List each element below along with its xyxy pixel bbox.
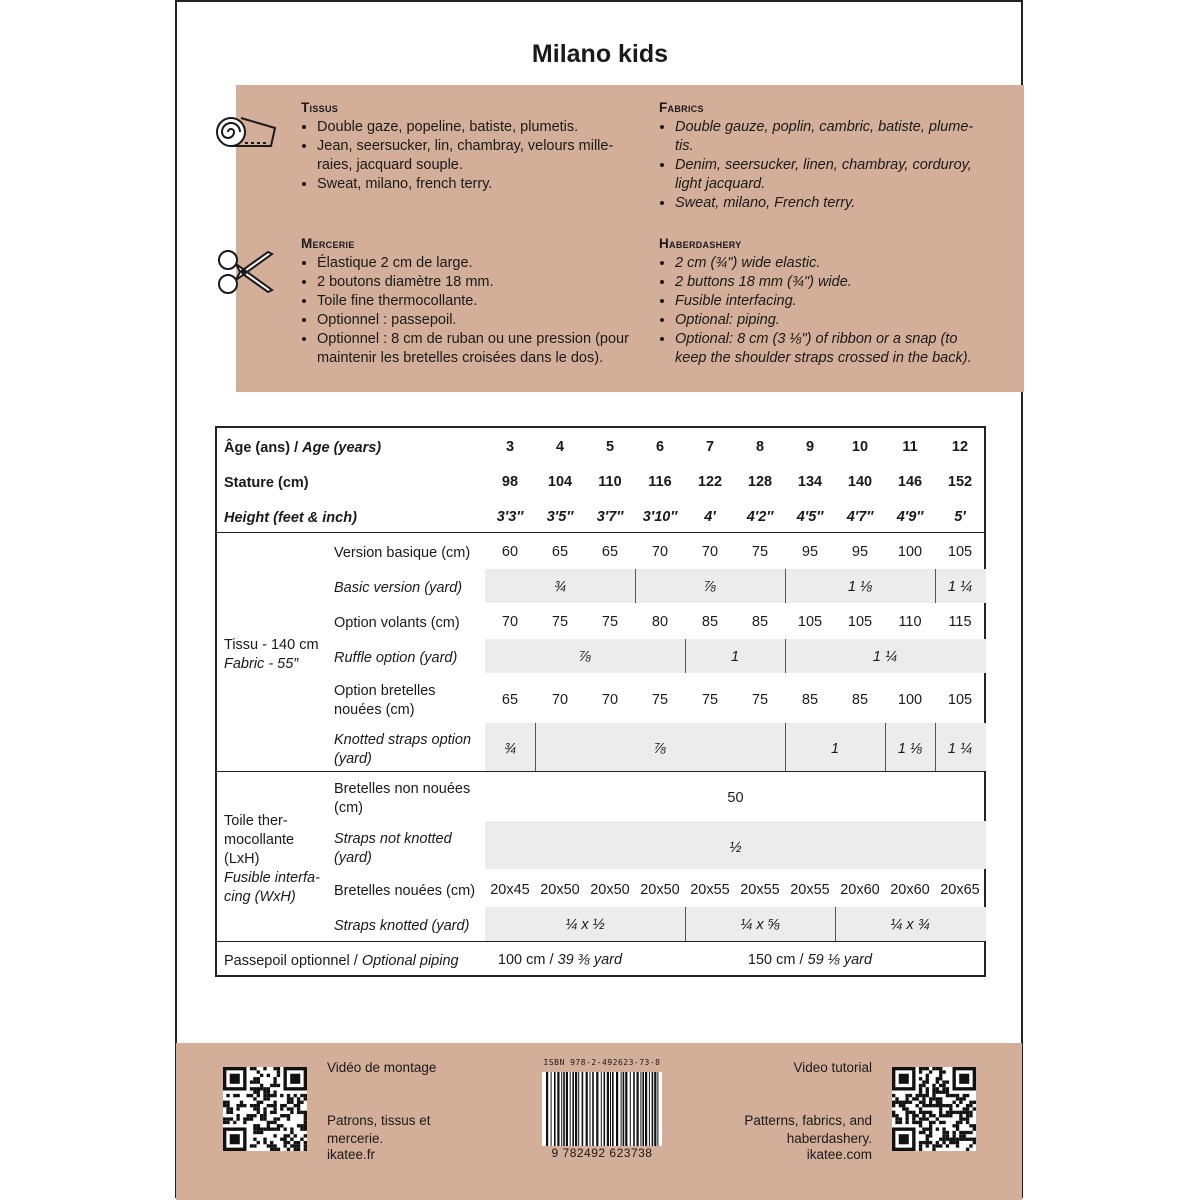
table-cell: 105	[847, 614, 873, 630]
table-cell: 3′10″	[642, 509, 678, 525]
piping-value-a: 100 cm / 39 ⅜ yard	[497, 952, 623, 968]
table-cell: 95	[801, 544, 819, 560]
table-cell: 65	[501, 692, 519, 708]
interfacing-label-fr: Toile ther-mocollante (LxH)	[224, 813, 295, 867]
knotted-cm-label: Bretelles nouées (cm)	[334, 883, 476, 899]
height-label: Height (feet & inch)	[224, 510, 357, 526]
table-cell: 65	[551, 544, 569, 560]
table-cell: 70	[701, 544, 719, 560]
list-item: • Optionnel : 8 cm de ruban ou une pression (pour maintenir les bretelles croisées dans le dos).	[317, 330, 631, 368]
list-item: • Double gaze, popeline, batiste, plumetis.	[317, 118, 631, 137]
page-title: Milano kids	[531, 40, 669, 68]
table-cell: 70	[651, 544, 669, 560]
table-cell: 6	[655, 439, 665, 455]
table-cell: 100	[897, 544, 923, 560]
table-cell: 3′3″	[496, 509, 524, 525]
table-cell: 20x55	[790, 882, 830, 898]
list-item: • Double gauze, poplin, cambric, batiste, plume-tis.	[675, 118, 989, 156]
site-en-link[interactable]: ikatee.com	[806, 1147, 872, 1162]
list-item: • Optional: piping.	[675, 311, 989, 330]
stature-label: Stature (cm)	[224, 475, 309, 491]
fabrics-en-heading: Fabrics	[659, 100, 704, 115]
table-cell: 12	[951, 439, 969, 455]
knot-yd-label: Knotted straps option (yard)	[334, 732, 472, 767]
table-cell: 4	[555, 439, 565, 455]
table-cell: 98	[501, 474, 519, 490]
fabric-label-fr: Tissu - 140 cm	[224, 637, 319, 653]
list-item: • 2 buttons 18 mm (¾") wide.	[675, 273, 989, 292]
barcode-icon	[542, 1072, 662, 1146]
table-cell: 116	[648, 474, 672, 490]
table-cell: 20x50	[590, 882, 630, 898]
knotted-yd-label: Straps knotted (yard)	[334, 918, 470, 934]
table-cell: 1 ¼	[947, 579, 973, 595]
table-cell: 20x45	[490, 882, 530, 898]
table-cell: 75	[751, 544, 769, 560]
size-chart-table	[215, 426, 986, 977]
list-item: • Optionnel : passepoil.	[317, 311, 631, 330]
table-cell: 85	[801, 692, 819, 708]
table-cell: ¼ x ⅝	[740, 917, 780, 933]
table-cell: 20x55	[690, 882, 730, 898]
table-cell: 4′7″	[846, 509, 874, 525]
table-cell: 110	[898, 614, 922, 630]
table-cell: ¼ x ½	[565, 917, 605, 933]
table-cell: 8	[755, 439, 765, 455]
table-cell: ¾	[553, 579, 567, 595]
shop-fr-label: Patrons, tissus et mercerie.	[327, 1113, 431, 1146]
list-item: • 2 cm (¾") wide elastic.	[675, 254, 989, 273]
basic-yd-label: Basic version (yard)	[334, 580, 463, 596]
table-cell: 60	[501, 544, 519, 560]
knot-cm-label: Option bretelles nouées (cm)	[334, 683, 436, 718]
notknot-yd-label: Straps not knotted (yard)	[334, 831, 452, 866]
table-cell: 146	[897, 474, 923, 490]
shop-en-label: Patterns, fabrics, and haberdashery.	[744, 1113, 872, 1146]
divider	[217, 771, 984, 772]
video-fr-label: Vidéo de montage	[327, 1060, 437, 1075]
table-cell: 4′9″	[896, 509, 924, 525]
table-cell: 4′2″	[746, 509, 774, 525]
table-cell: 75	[551, 614, 569, 630]
table-cell: ¾	[503, 741, 517, 757]
table-cell: 140	[847, 474, 873, 490]
list-item: • Fusible interfacing.	[675, 292, 989, 311]
ruffle-cm-label: Option volants (cm)	[334, 615, 460, 631]
table-cell: 95	[851, 544, 869, 560]
piping-label: Passepoil optionnel / Optional piping	[224, 953, 459, 969]
table-cell: 3′5″	[546, 509, 574, 525]
table-cell: ½	[729, 840, 742, 856]
table-cell: 4′5″	[796, 509, 824, 525]
table-cell: ⅞	[703, 579, 717, 595]
table-cell: 75	[651, 692, 669, 708]
table-cell: 134	[797, 474, 823, 490]
table-cell: 65	[601, 544, 619, 560]
table-cell: 122	[697, 474, 723, 490]
list-item: • Jean, seersucker, lin, chambray, velours mille-raies, jacquard souple.	[317, 137, 631, 175]
table-cell: 85	[701, 614, 719, 630]
table-cell: 4′	[704, 509, 716, 525]
list-item: • Sweat, milano, French terry.	[675, 194, 989, 213]
basic-cm-label: Version basique (cm)	[334, 545, 471, 561]
isbn-label: ISBN 978-2-492623-73-8	[543, 1058, 661, 1067]
table-cell: 115	[948, 614, 972, 630]
table-cell: 105	[797, 614, 823, 630]
table-cell: 20x65	[940, 882, 980, 898]
table-cell: 7	[705, 439, 715, 455]
table-cell: 70	[501, 614, 519, 630]
fabrics-fr-heading: Tissus	[301, 100, 339, 115]
table-cell: 5′	[954, 509, 966, 525]
table-cell: 1 ⅛	[897, 741, 923, 757]
table-cell: 1	[730, 649, 740, 665]
table-cell: ¼ x ¾	[890, 917, 930, 933]
site-fr-link[interactable]: ikatee.fr	[327, 1147, 376, 1162]
qr-code-icon	[223, 1067, 307, 1151]
qr-code-icon	[892, 1067, 976, 1151]
table-cell: 10	[851, 439, 869, 455]
table-cell: 3	[505, 439, 515, 455]
table-cell: 1 ¼	[947, 741, 973, 757]
list-item: • Denim, seersucker, linen, chambray, corduroy, light jacquard.	[675, 156, 989, 194]
table-cell: 104	[547, 474, 573, 490]
table-cell: 105	[947, 544, 973, 560]
table-cell: 1	[830, 741, 840, 757]
table-cell: ⅞	[578, 649, 592, 665]
table-cell: 75	[751, 692, 769, 708]
table-cell: 85	[751, 614, 769, 630]
list-item: • Sweat, milano, french terry.	[317, 175, 631, 194]
table-cell: 1 ¼	[872, 649, 898, 665]
table-cell: 50	[727, 790, 744, 806]
table-cell: 70	[601, 692, 619, 708]
fabrics-en	[659, 98, 989, 213]
table-cell: 5	[605, 439, 615, 455]
list-item: • 2 boutons diamètre 18 mm.	[317, 273, 631, 292]
table-cell: 20x60	[890, 882, 930, 898]
table-cell: 70	[551, 692, 569, 708]
table-cell: 20x50	[640, 882, 680, 898]
table-cell: 152	[947, 474, 973, 490]
notknot-cm-label: Bretelles non nouées (cm)	[334, 781, 471, 816]
table-cell: 128	[747, 474, 773, 490]
list-item: • Toile fine thermocollante.	[317, 292, 631, 311]
table-cell: 110	[598, 474, 622, 490]
notions-fr-heading: Mercerie	[301, 236, 355, 251]
notions-en-heading: Haberdashery	[659, 236, 742, 251]
ruffle-yd-label: Ruffle option (yard)	[334, 650, 458, 666]
table-cell: 85	[851, 692, 869, 708]
age-label: Âge (ans) / Age (years)	[224, 440, 382, 456]
notions-fr	[301, 234, 631, 368]
notions-en	[659, 234, 989, 368]
fabric-label-en: Fabric - 55″	[224, 656, 299, 672]
table-cell: 20x55	[740, 882, 780, 898]
table-cell: ⅞	[653, 741, 667, 757]
table-cell: 20x60	[840, 882, 880, 898]
table-cell: 105	[947, 692, 973, 708]
piping-value-b: 150 cm / 59 ⅛ yard	[747, 952, 873, 968]
list-item: • Optional: 8 cm (3 ⅛") of ribbon or a snap (to keep the shoulder straps crossed in the back).	[675, 330, 989, 368]
table-cell: 1 ⅛	[847, 579, 873, 595]
interfacing-label-en: Fusible interfa-cing (WxH)	[224, 870, 320, 905]
table-cell: 100	[897, 692, 923, 708]
fabric-roll-icon	[213, 110, 277, 158]
divider	[217, 532, 984, 533]
scissors-icon	[214, 246, 276, 298]
video-en-label: Video tutorial	[793, 1060, 872, 1075]
table-cell: 11	[902, 439, 918, 455]
list-item: • Élastique 2 cm de large.	[317, 254, 631, 273]
table-cell: 9	[805, 439, 815, 455]
divider	[217, 941, 984, 942]
table-cell: 20x50	[540, 882, 580, 898]
fabrics-fr	[301, 98, 631, 194]
ean-number: 9 782492 623738	[551, 1146, 653, 1160]
table-cell: 3′7″	[596, 509, 624, 525]
table-cell: 80	[651, 614, 669, 630]
table-cell: 75	[701, 692, 719, 708]
table-cell: 75	[601, 614, 619, 630]
